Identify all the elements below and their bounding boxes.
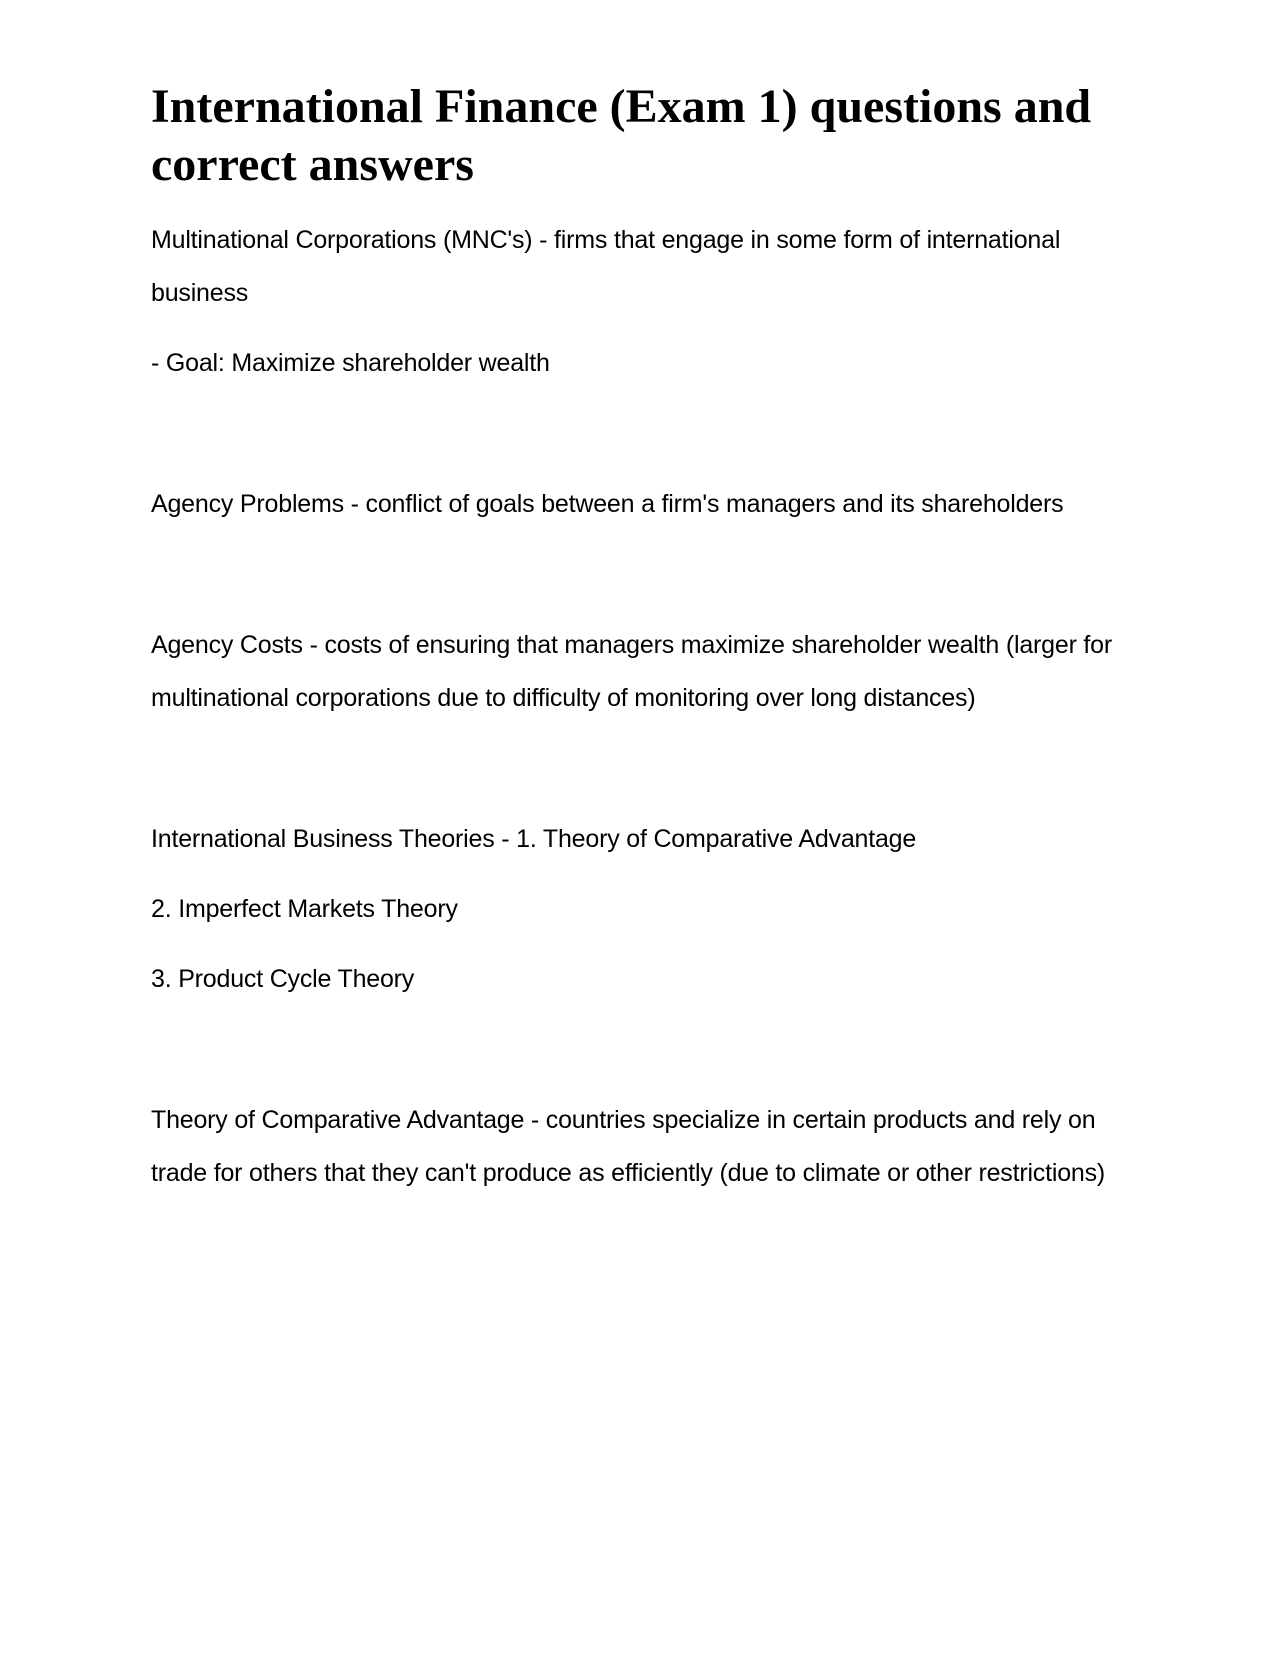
spacer [151,531,1141,619]
spacer [151,866,1141,883]
spacer [151,1006,1141,1094]
document-title: International Finance (Exam 1) questions and correct answers [151,80,1092,191]
entry-agency-problems: Agency Problems - conflict of goals between a firm's managers and its shareholders [151,490,1064,518]
entry-mnc: Multinational Corporations (MNC's) - firms that engage in some form of international business [151,226,1061,307]
spacer [151,936,1141,953]
spacer [151,390,1141,478]
entry-comparative-advantage: Theory of Comparative Advantage - countries specialize in certain products and rely on trade for others that they can't produce as efficiently (due to climate or other restrictions) [151,1106,1106,1187]
entry-agency-costs: Agency Costs - costs of ensuring that managers maximize shareholder wealth (larger for multinational corporations due to difficulty of monitoring over long distances) [151,631,1113,712]
spacer [151,725,1141,813]
entry-business-theories-item-3: 3. Product Cycle Theory [151,965,415,993]
spacer [151,320,1141,337]
entry-mnc-goal: - Goal: Maximize shareholder wealth [151,349,550,377]
entry-business-theories-item-2: 2. Imperfect Markets Theory [151,895,458,923]
document-page [151,78,1141,1200]
entry-business-theories: International Business Theories - 1. Theory of Comparative Advantage [151,825,917,853]
